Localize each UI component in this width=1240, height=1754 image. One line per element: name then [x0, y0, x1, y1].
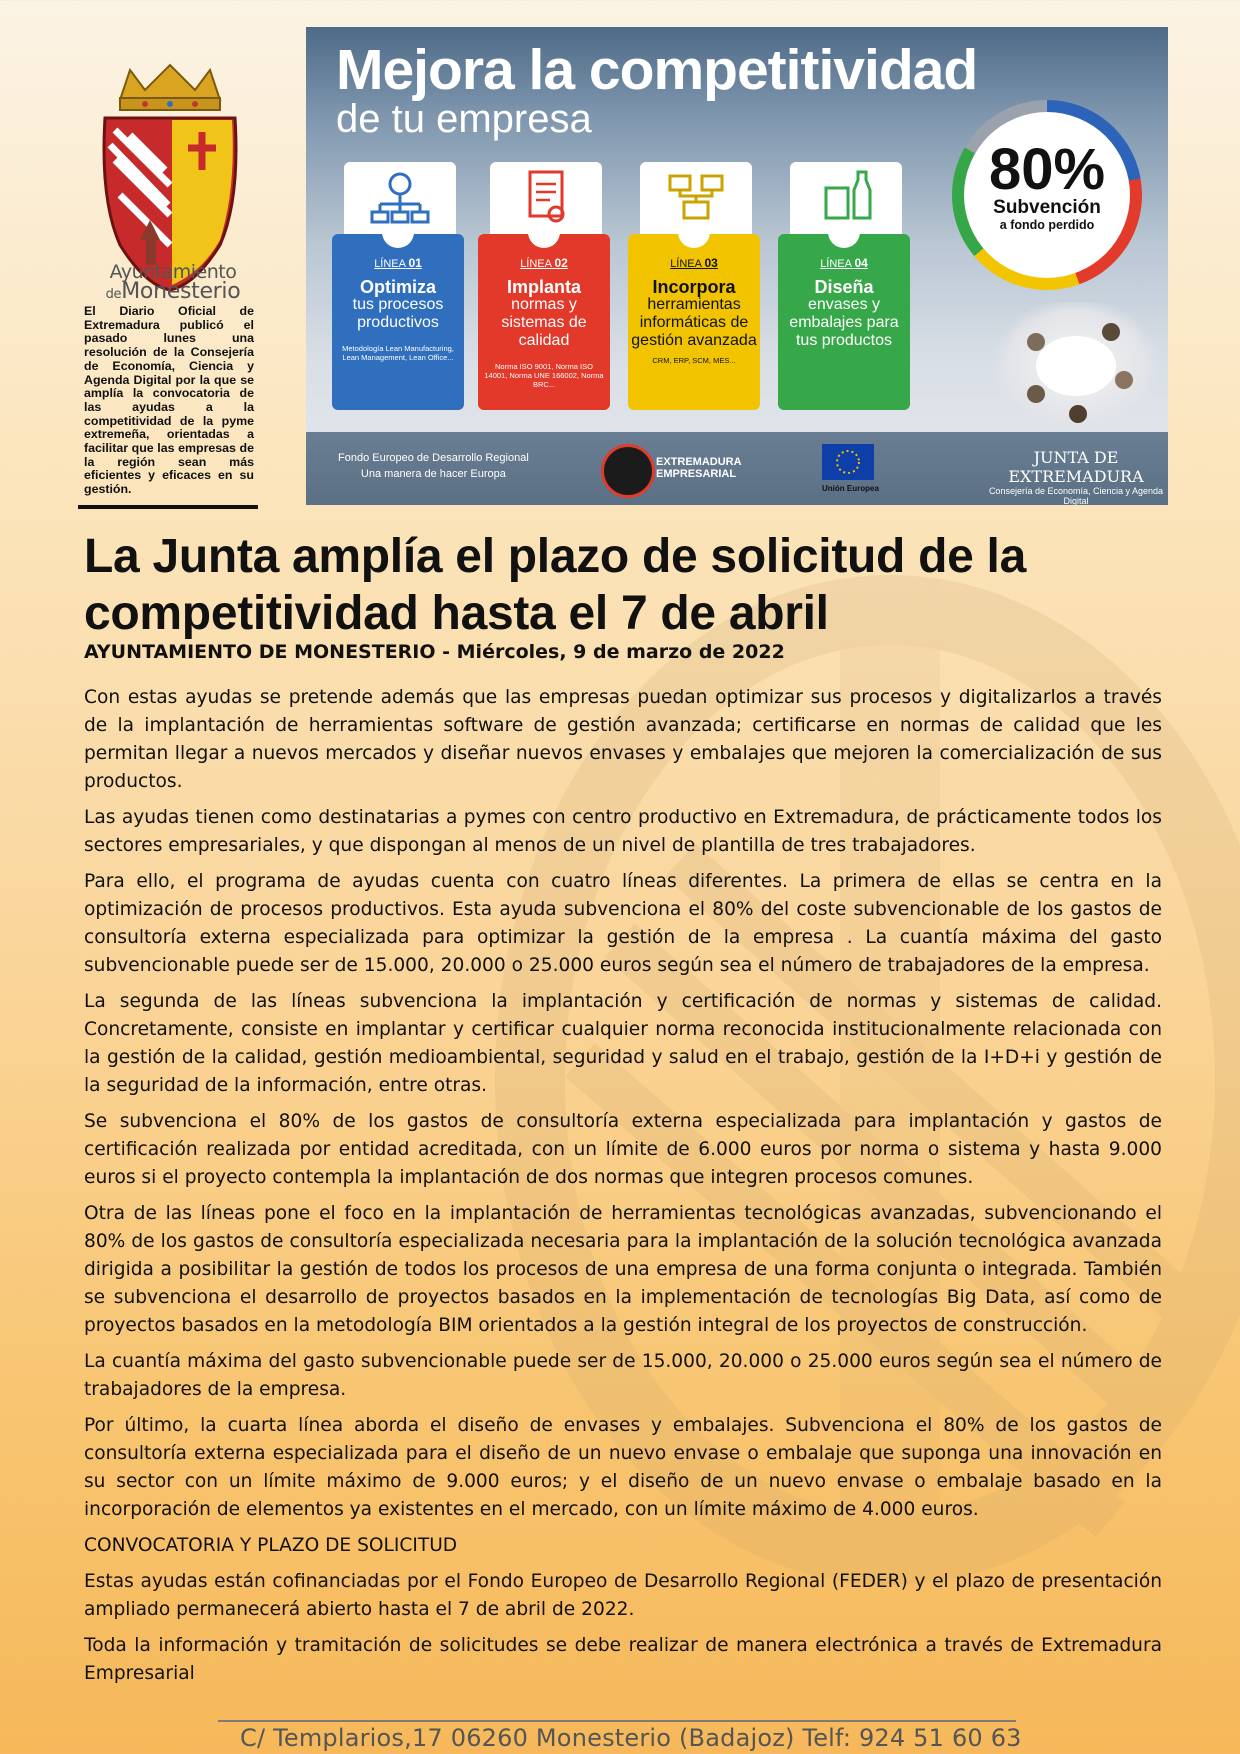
junta-extremadura-caption — [984, 448, 1168, 505]
team-meeting-image — [996, 302, 1156, 427]
extremadura-empresarial-text — [656, 456, 742, 480]
article-paragraph: Se subvenciona el 80% de los gastos de consultoría externa especializada para implantación y gastos de certificación realizada por entidad acreditada, con un límite de 6.000 euros por norma o sistema y hasta 9.000 euros si el proyecto contempla la implantación de dos normas que integren procesos comunes. — [84, 1111, 1162, 1188]
article-byline: AYUNTAMIENTO DE MONESTERIO - Miércoles, 9 de marzo de 2022 — [84, 641, 785, 663]
card-linea-label — [628, 256, 760, 270]
extremadura-empresarial-logo-icon — [601, 444, 655, 498]
banner-card-linea-02 — [478, 162, 610, 410]
article-section-heading: CONVOCATORIA Y PLAZO DE SOLICITUD — [84, 1535, 458, 1556]
article-paragraph: Para ello, el programa de ayudas cuenta con cuatro líneas diferentes. La primera de ellas se centra en la optimización de procesos productivos. Esta ayuda subvenciona el 80% del coste subvencionable de los gastos de consultoría externa especializada para optimizar la gestión de la empresa . La cuantía máxima del gasto subvencionable puede ser de 15.000, 20.000 o 25.000 euros según sea el número de trabajadores de la empresa. — [84, 871, 1162, 976]
card-notch — [678, 232, 710, 248]
card-linea-number: 03 — [704, 256, 718, 270]
article-paragraph: Otra de las líneas pone el foco en la implantación de herramientas tecnológicas avanzadas, subvencionando el 80% de los gastos de consultoría especializada necesaria para la implantación de la solución tecnológica avanzada dirigida a posibilitar la gestión de todos los procesos de una empresa de una forma conjunta o integrada. También se subvenciona el desarrollo de proyectos basados en la implementación de tecnologías Big Data, así como de proyectos basados en la metodología BIM orientados a la gestión integral de los proyectos de construcción. — [84, 1203, 1162, 1336]
promo-banner — [306, 27, 1168, 505]
banner-title-line-2: de tu empresa — [336, 97, 592, 141]
card-notch — [382, 232, 414, 248]
article-paragraph: La segunda de las líneas subvenciona la implantación y certificación de normas y sistemas de calidad. Concretamente, consiste en implantar y certificar cualquier norma reconocida institucionalmente relacionada con la gestión de la calidad, gestión medioambiental, seguridad y salud en el trabajo, gestión de la I+D+i y gestión de la seguridad de la información, entre otras. — [84, 991, 1162, 1096]
card-linea-label — [332, 256, 464, 270]
footer-address: C/ Templarios,17 06260 Monesterio (Badajoz) Telf: 924 51 60 63 — [240, 1724, 1022, 1752]
card-linea-number: 02 — [554, 256, 568, 270]
banner-footer — [306, 432, 1168, 505]
banner-card-linea-03 — [628, 162, 760, 410]
card-linea-word: LÍNEA — [820, 258, 852, 270]
sidebar-divider — [78, 505, 258, 509]
card-heading: Diseña — [814, 277, 874, 297]
ee-line-2: EMPRESARIAL — [656, 468, 737, 480]
card-subtitle: envases y embalajes para tus productos — [789, 296, 899, 349]
card-subtitle: tus procesos productivos — [352, 296, 444, 331]
card-heading: Implanta — [506, 277, 581, 297]
banner-card-linea-04 — [778, 162, 910, 410]
card-small-print: CRM, ERP, SCM, MES... — [652, 356, 736, 365]
card-small-print: Metodología Lean Manufacturing, Lean Management, Lean Office... — [342, 344, 454, 362]
card-heading: Incorpora — [652, 277, 736, 297]
card-body — [478, 234, 610, 410]
article-body — [84, 684, 1162, 1696]
subsidy-label: Subvención — [993, 197, 1101, 218]
card-linea-word: LÍNEA — [520, 258, 552, 270]
article-paragraph: La cuantía máxima del gasto subvencionable puede ser de 15.000, 20.000 o 25.000 euros según sea el número de trabajadores de la empresa. — [84, 1351, 1162, 1400]
eu-label: Unión Europea — [822, 484, 879, 493]
logo-line-2-prefix: de — [105, 287, 122, 302]
card-small-print: Norma ISO 9001, Norma ISO 14001, Norma UNE 166002, Norma BRC... — [484, 362, 604, 389]
article-paragraph: Por último, la cuarta línea aborda el diseño de envases y embalajes. Subvenciona el 80% de los gastos de consultoría externa especializada para el diseño de un nuevo envase o embalaje que suponga una innovación en su sector con un límite máximo de 9.000 euros; y el diseño de un nuevo envase o embalaje basado en la incorporación de elementos ya existentes en el mercado, con un límite máximo de 4.000 euros. — [84, 1415, 1162, 1520]
process-network-icon — [344, 162, 456, 242]
computer-network-icon — [640, 162, 752, 242]
card-notch — [528, 232, 560, 248]
card-body — [628, 234, 760, 410]
article-paragraph: Toda la información y tramitación de solicitudes se debe realizar de manera electrónica a través de Extremadura Empresarial — [84, 1635, 1162, 1684]
sidebar-summary: El Diario Oficial de Extremadura publicó el pasado lunes una resolución de la Consejería de Economía, Ciencia y Agenda Digital por la que se amplía la convocatoria de las ayudas a la competitividad de la pyme extremeña, orientadas a facilitar que las empresas de la región sean más eficientes y eficaces en su gestión. — [84, 304, 254, 497]
banner-title-line-1: Mejora la competitividad — [336, 38, 978, 102]
ee-line-1: EXTREMADURA — [656, 456, 742, 468]
feder-line-2: Una manera de hacer Europa — [360, 468, 506, 480]
card-linea-number: 04 — [854, 256, 868, 270]
card-body — [778, 234, 910, 410]
logo-line-2 — [84, 279, 262, 305]
card-heading: Optimiza — [359, 277, 436, 297]
card-linea-word: LÍNEA — [374, 258, 406, 270]
ayuntamiento-logo-caption — [84, 262, 262, 305]
junta-line-1: JUNTA DE EXTREMADURA — [1008, 448, 1144, 486]
card-notch — [828, 232, 860, 248]
article-paragraph: Con estas ayudas se pretende además que las empresas puedan optimizar sus procesos y digitalizarlos a través de la implantación de herramientas software de gestión avanzada; certificarse en normas de calidad que les permitan llegar a nuevos mercados y diseñar nuevos envases y embalajes que mejoren la comercialización de sus productos. — [84, 687, 1162, 792]
article-paragraph: Las ayudas tienen como destinatarias a pymes con centro productivo en Extremadura, de prácticamente todos los sectores empresariales, y que dispongan al menos de un nivel de plantilla de tres trabajadores. — [84, 807, 1162, 856]
subsidy-sublabel: a fondo perdido — [999, 218, 1095, 232]
feder-caption — [338, 450, 529, 482]
subsidy-badge — [952, 100, 1142, 290]
subsidy-badge-inner — [964, 112, 1130, 278]
packaging-bottle-icon — [790, 162, 902, 242]
article-paragraph: Estas ayudas están cofinanciadas por el Fondo Europeo de Desarrollo Regional (FEDER) y el plazo de presentación ampliado permanecerá abierto hasta el 7 de abril de 2022. — [84, 1571, 1162, 1620]
footer-divider — [218, 1720, 1016, 1722]
subsidy-percentage: 80% — [988, 137, 1106, 202]
card-body — [332, 234, 464, 410]
logo-line-1: Ayuntamiento — [109, 261, 237, 283]
article-headline: La Junta amplía el plazo de solicitud de la competitividad hasta el 7 de abril — [84, 530, 1026, 640]
junta-line-2: Consejería de Economía, Ciencia y Agenda Digital — [988, 486, 1164, 505]
card-linea-label — [478, 256, 610, 270]
card-linea-word: LÍNEA — [670, 258, 702, 270]
card-linea-label — [778, 256, 910, 270]
card-subtitle: normas y sistemas de calidad — [501, 296, 587, 349]
feder-line-1: Fondo Europeo de Desarrollo Regional — [338, 452, 529, 464]
banner-card-linea-01 — [332, 162, 464, 410]
card-linea-number: 01 — [408, 256, 422, 270]
card-subtitle: herramientas informáticas de gestión avanzada — [631, 296, 757, 349]
eu-flag-icon — [822, 444, 874, 480]
logo-line-2-name: Monesterio — [121, 279, 241, 304]
certificate-scroll-icon — [490, 162, 602, 242]
